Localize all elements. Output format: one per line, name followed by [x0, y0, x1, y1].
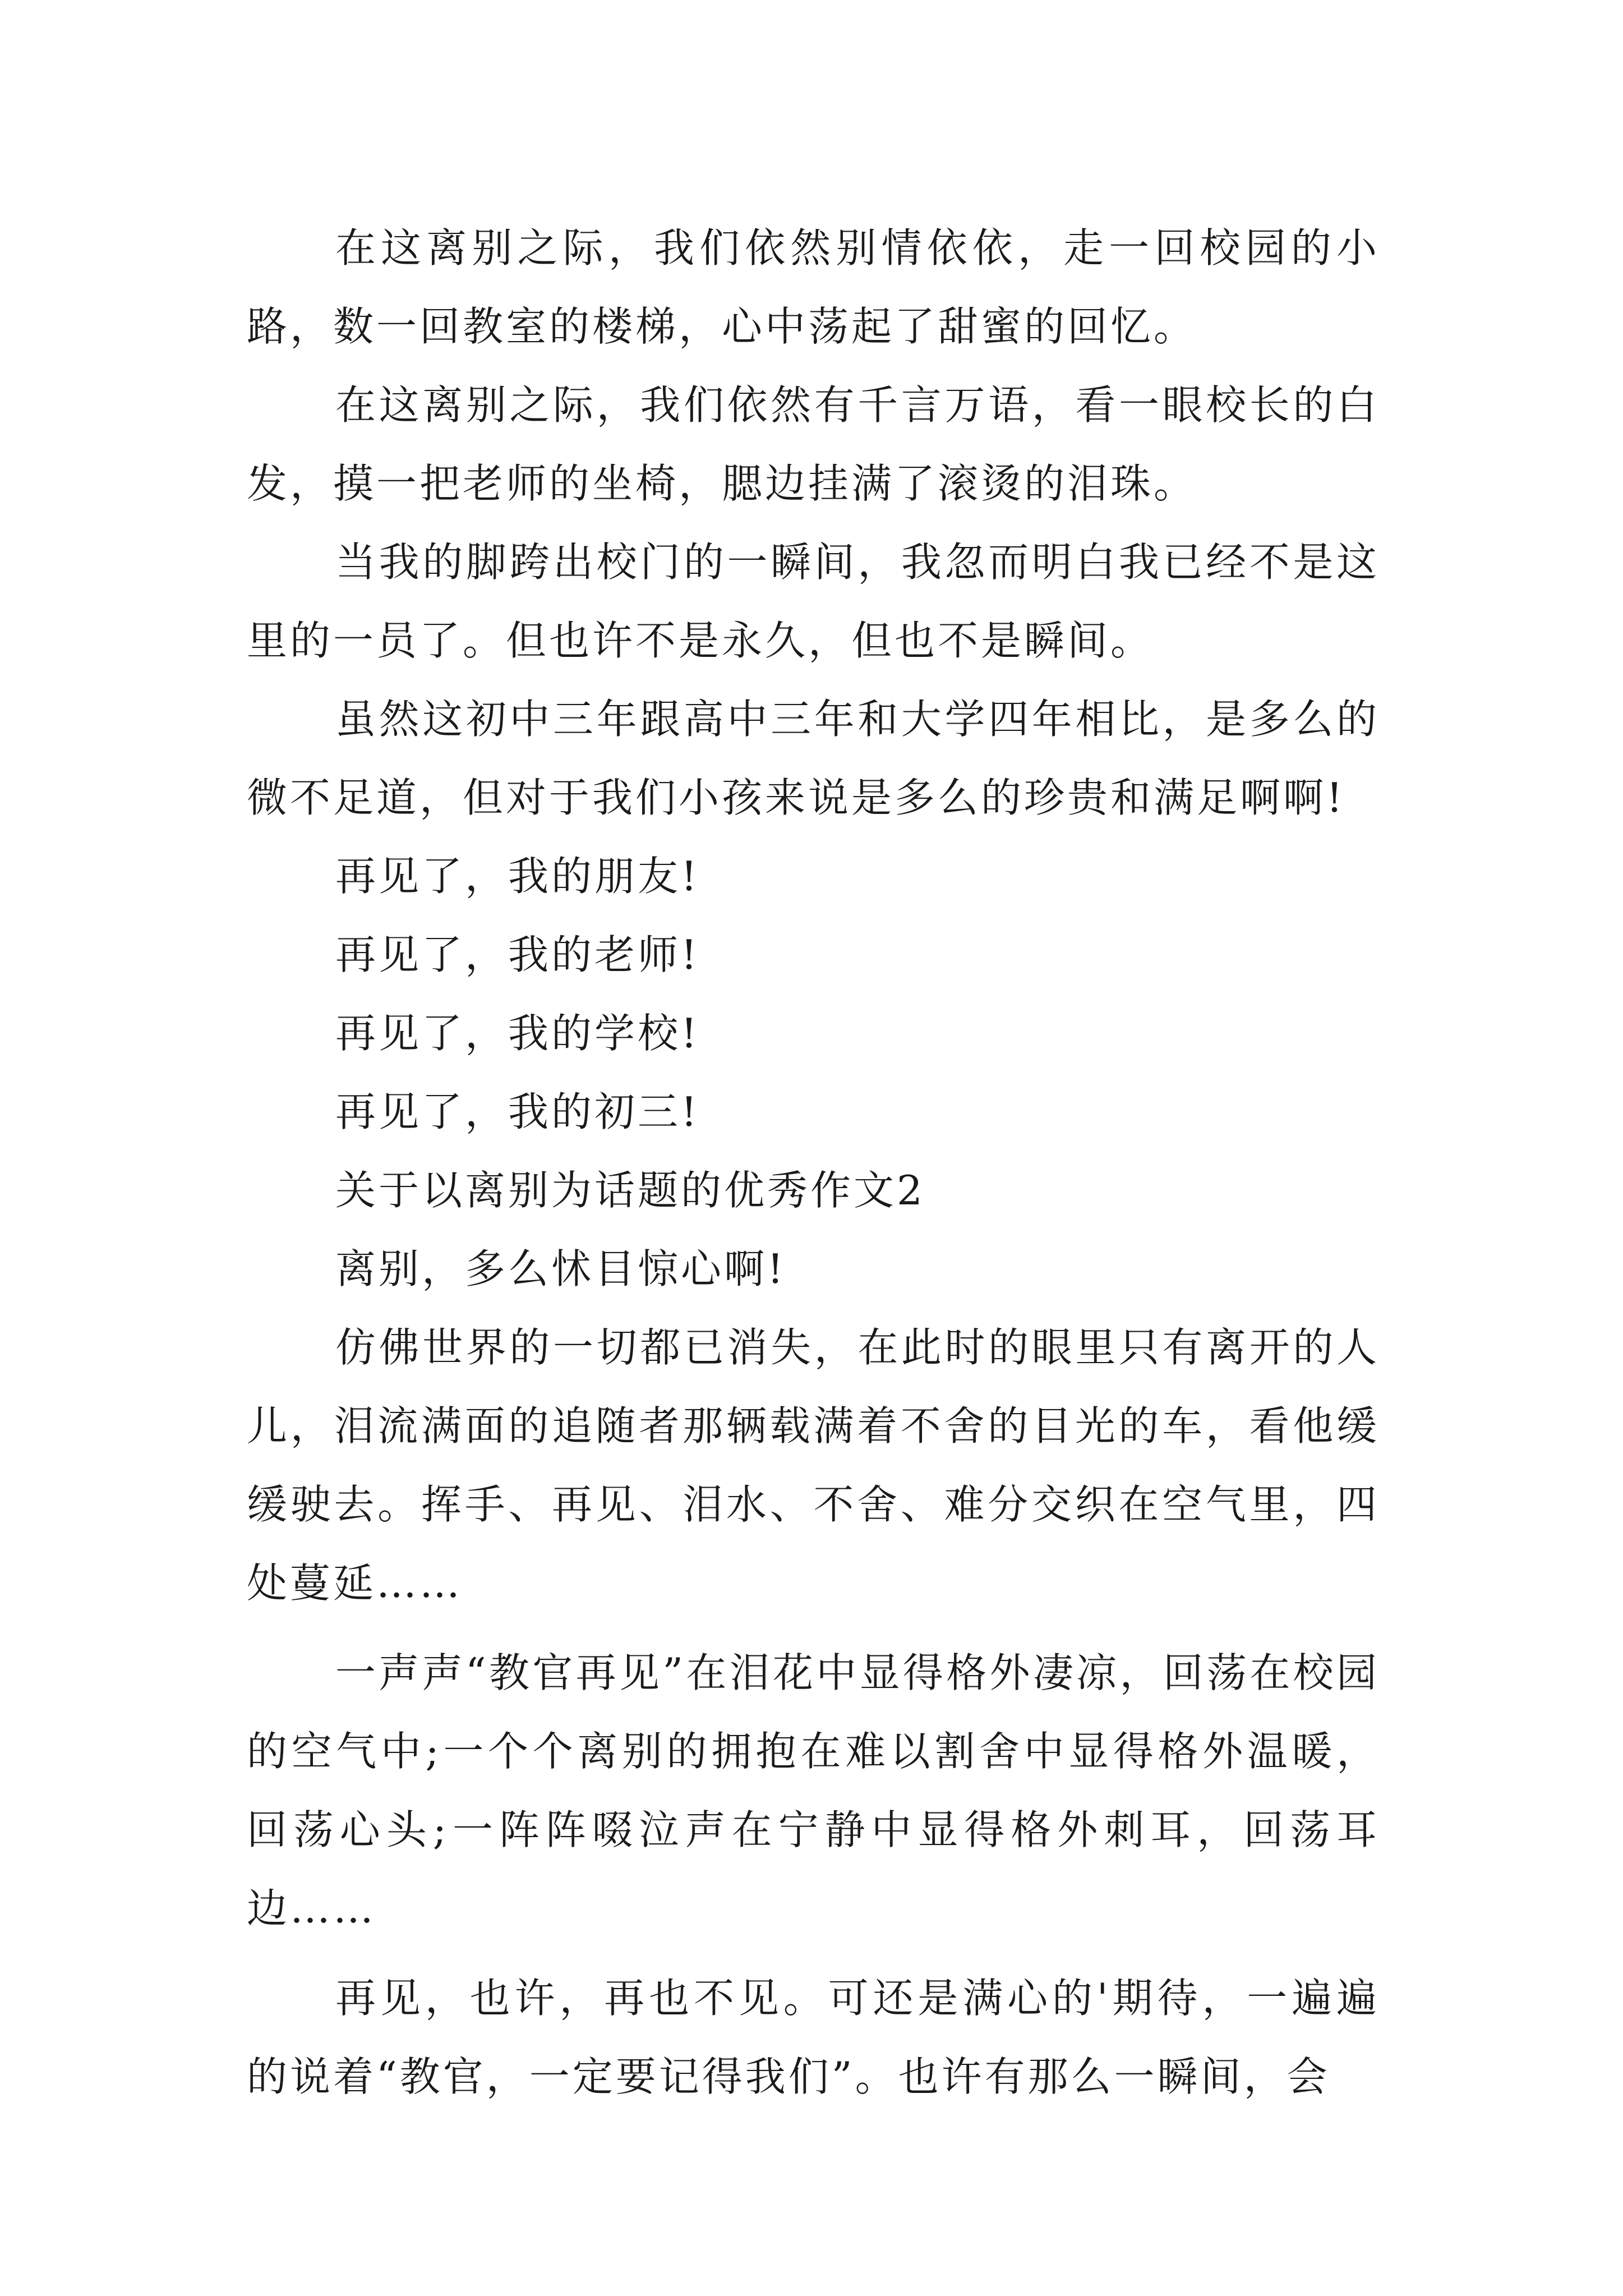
- paragraph: 一声声“教官再见”在泪花中显得格外凄凉，回荡在校园的空气中;一个个离别的拥抱在难以割舍中显得格外温暖，回荡心头;一阵阵啜泣声在宁静中显得格外刺耳，回荡耳边……: [247, 1649, 1380, 1932]
- paragraph: 再见了，我的朋友!: [335, 853, 700, 900]
- paragraph: 再见了，我的学校!: [335, 1010, 700, 1057]
- paragraph: 虽然这初中三年跟高中三年和大学四年相比，是多么的微不足道，但对于我们小孩来说是多么的珍贵和满足啊啊!: [247, 696, 1380, 821]
- paragraph: 当我的脚跨出校门的一瞬间，我忽而明白我已经不是这里的一员了。但也许不是永久，但也不是瞬间。: [247, 539, 1380, 664]
- paragraph: 离别，多么怵目惊心啊!: [335, 1245, 786, 1292]
- paragraph: 在这离别之际，我们依然有千言万语，看一眼校长的白发，摸一把老师的坐椅，腮边挂满了滚烫的泪珠。: [247, 381, 1380, 507]
- paragraph: 再见了，我的老师!: [335, 931, 700, 978]
- paragraph: 仿佛世界的一切都已消失，在此时的眼里只有离开的人儿，泪流满面的追随者那辆载满着不舍的目光的车，看他缓缓驶去。挥手、再见、泪水、不舍、难分交织在空气里，四处蔓延……: [247, 1324, 1380, 1607]
- paragraph: 在这离别之际，我们依然别情依依，走一回校园的小路，数一回教室的楼梯，心中荡起了甜蜜的回忆。: [247, 224, 1380, 350]
- paragraph: 再见了，我的初三!: [335, 1088, 700, 1135]
- paragraph: 再见，也许，再也不见。可还是满心的'期待，一遍遍的说着“教官，一定要记得我们”。也许有那么一瞬间，会: [247, 1975, 1380, 2100]
- section-heading: 关于以离别为话题的优秀作文2: [335, 1167, 925, 1214]
- document-body: [247, 209, 1380, 2116]
